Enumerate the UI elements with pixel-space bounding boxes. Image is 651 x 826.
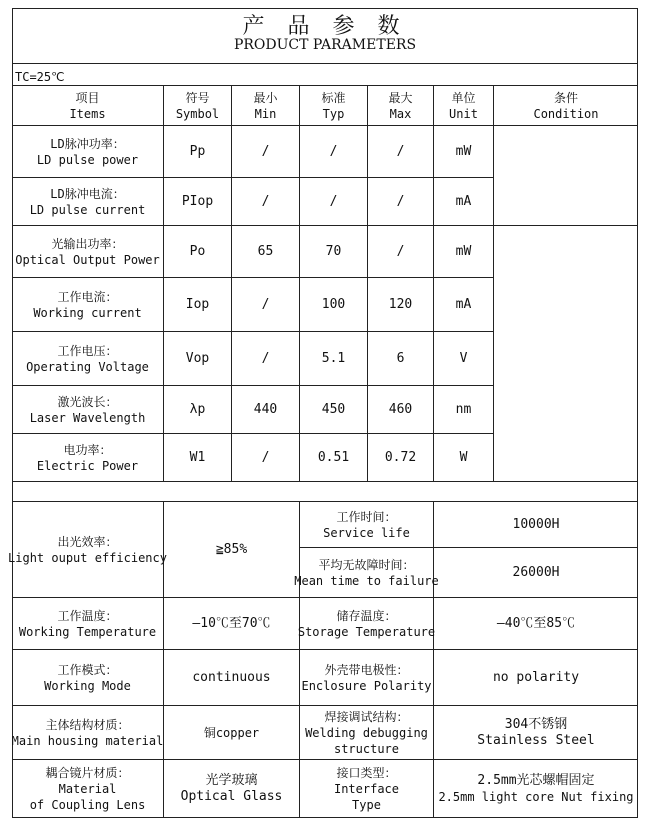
table-row-label: 工作电压： Operating Voltage: [12, 332, 164, 386]
tc-note: TC=25℃: [15, 70, 65, 84]
min-cell: /: [232, 332, 300, 386]
min-cell: /: [232, 126, 300, 178]
unit-cell: mW: [434, 226, 494, 278]
service-life-value: 10000H: [434, 502, 638, 548]
title-cn: 产 品 参 数: [242, 13, 408, 39]
max-cell: /: [368, 126, 434, 178]
max-cell: 460: [368, 386, 434, 434]
header-max: 最大 Max: [368, 86, 434, 126]
interface-value: 2.5mm光芯螺帽固定 2.5mm light core Nut fixing: [438, 773, 634, 804]
typ-cell: 450: [300, 386, 368, 434]
title-block: [12, 8, 638, 64]
max-cell: /: [368, 178, 434, 226]
efficiency-label: 出光效率： Light ouput efficiency: [12, 502, 164, 598]
header-unit: 单位 Unit: [434, 86, 494, 126]
storage-temp-label: 储存温度： Storage Temperature: [300, 598, 434, 650]
min-cell: /: [232, 278, 300, 332]
welding-label: 焊接调试结构： Welding debugging structure: [300, 706, 434, 760]
unit-cell: V: [434, 332, 494, 386]
unit-cell: nm: [434, 386, 494, 434]
max-cell: 0.72: [368, 434, 434, 482]
storage-temp-value: —40℃至85℃: [434, 598, 638, 650]
table-row-label: LD脉冲功率： LD pulse power: [12, 126, 164, 178]
symbol-cell: W1: [164, 434, 232, 482]
table-row-label: 光输出功率： Optical Output Power: [12, 226, 164, 278]
typ-cell: /: [300, 178, 368, 226]
unit-cell: W: [434, 434, 494, 482]
min-cell: /: [232, 434, 300, 482]
parameter-sheet: [8, 8, 638, 818]
symbol-cell: PIop: [164, 178, 232, 226]
max-cell: /: [368, 226, 434, 278]
spacer-row: [12, 482, 638, 502]
typ-cell: 100: [300, 278, 368, 332]
symbol-cell: Pp: [164, 126, 232, 178]
condition-row: [12, 64, 638, 86]
work-temp-value: —10℃至70℃: [164, 598, 300, 650]
condition-merged-cell-1: [494, 126, 638, 226]
work-mode-value: continuous: [164, 650, 300, 706]
min-cell: 440: [232, 386, 300, 434]
typ-cell: 5.1: [300, 332, 368, 386]
header-min: 最小 Min: [232, 86, 300, 126]
welding-value: 304不锈钢 Stainless Steel: [434, 706, 638, 760]
symbol-cell: Iop: [164, 278, 232, 332]
unit-cell: mW: [434, 126, 494, 178]
header-symbol: 符号 Symbol: [164, 86, 232, 126]
min-cell: /: [232, 178, 300, 226]
symbol-cell: λp: [164, 386, 232, 434]
table-row-label: 工作电流： Working current: [12, 278, 164, 332]
max-cell: 6: [368, 332, 434, 386]
symbol-cell: Vop: [164, 332, 232, 386]
work-mode-label: 工作模式： Working Mode: [12, 650, 164, 706]
max-cell: 120: [368, 278, 434, 332]
lens-label: 耦合镜片材质： Material of Coupling Lens: [12, 760, 164, 818]
typ-cell: 70: [300, 226, 368, 278]
mttf-label: 平均无故障时间： Mean time to failure: [300, 548, 434, 598]
header-items: 项目 Items: [12, 86, 164, 126]
lens-value: 光学玻璃 Optical Glass: [164, 760, 300, 818]
condition-merged-cell-2: [494, 226, 638, 482]
unit-cell: mA: [434, 278, 494, 332]
table-row-label: LD脉冲电流： LD pulse current: [12, 178, 164, 226]
unit-cell: mA: [434, 178, 494, 226]
interface-label: 接口类型： Interface Type: [300, 760, 434, 818]
header-typ: 标准 Typ: [300, 86, 368, 126]
min-cell: 65: [232, 226, 300, 278]
polarity-label: 外壳带电极性： Enclosure Polarity: [300, 650, 434, 706]
service-life-label: 工作时间： Service life: [300, 502, 434, 548]
symbol-cell: Po: [164, 226, 232, 278]
work-temp-label: 工作温度： Working Temperature: [12, 598, 164, 650]
table-row-label: 电功率： Electric Power: [12, 434, 164, 482]
header-condition: 条件 Condition: [494, 86, 638, 126]
housing-value: 铜copper: [164, 706, 300, 760]
typ-cell: /: [300, 126, 368, 178]
efficiency-value: ≧85%: [164, 502, 300, 598]
polarity-value: no polarity: [434, 650, 638, 706]
title-en: PRODUCT PARAMETERS: [233, 36, 417, 53]
housing-label: 主体结构材质： Main housing material: [12, 706, 164, 760]
mttf-value: 26000H: [434, 548, 638, 598]
typ-cell: 0.51: [300, 434, 368, 482]
table-row-label: 激光波长： Laser Wavelength: [12, 386, 164, 434]
